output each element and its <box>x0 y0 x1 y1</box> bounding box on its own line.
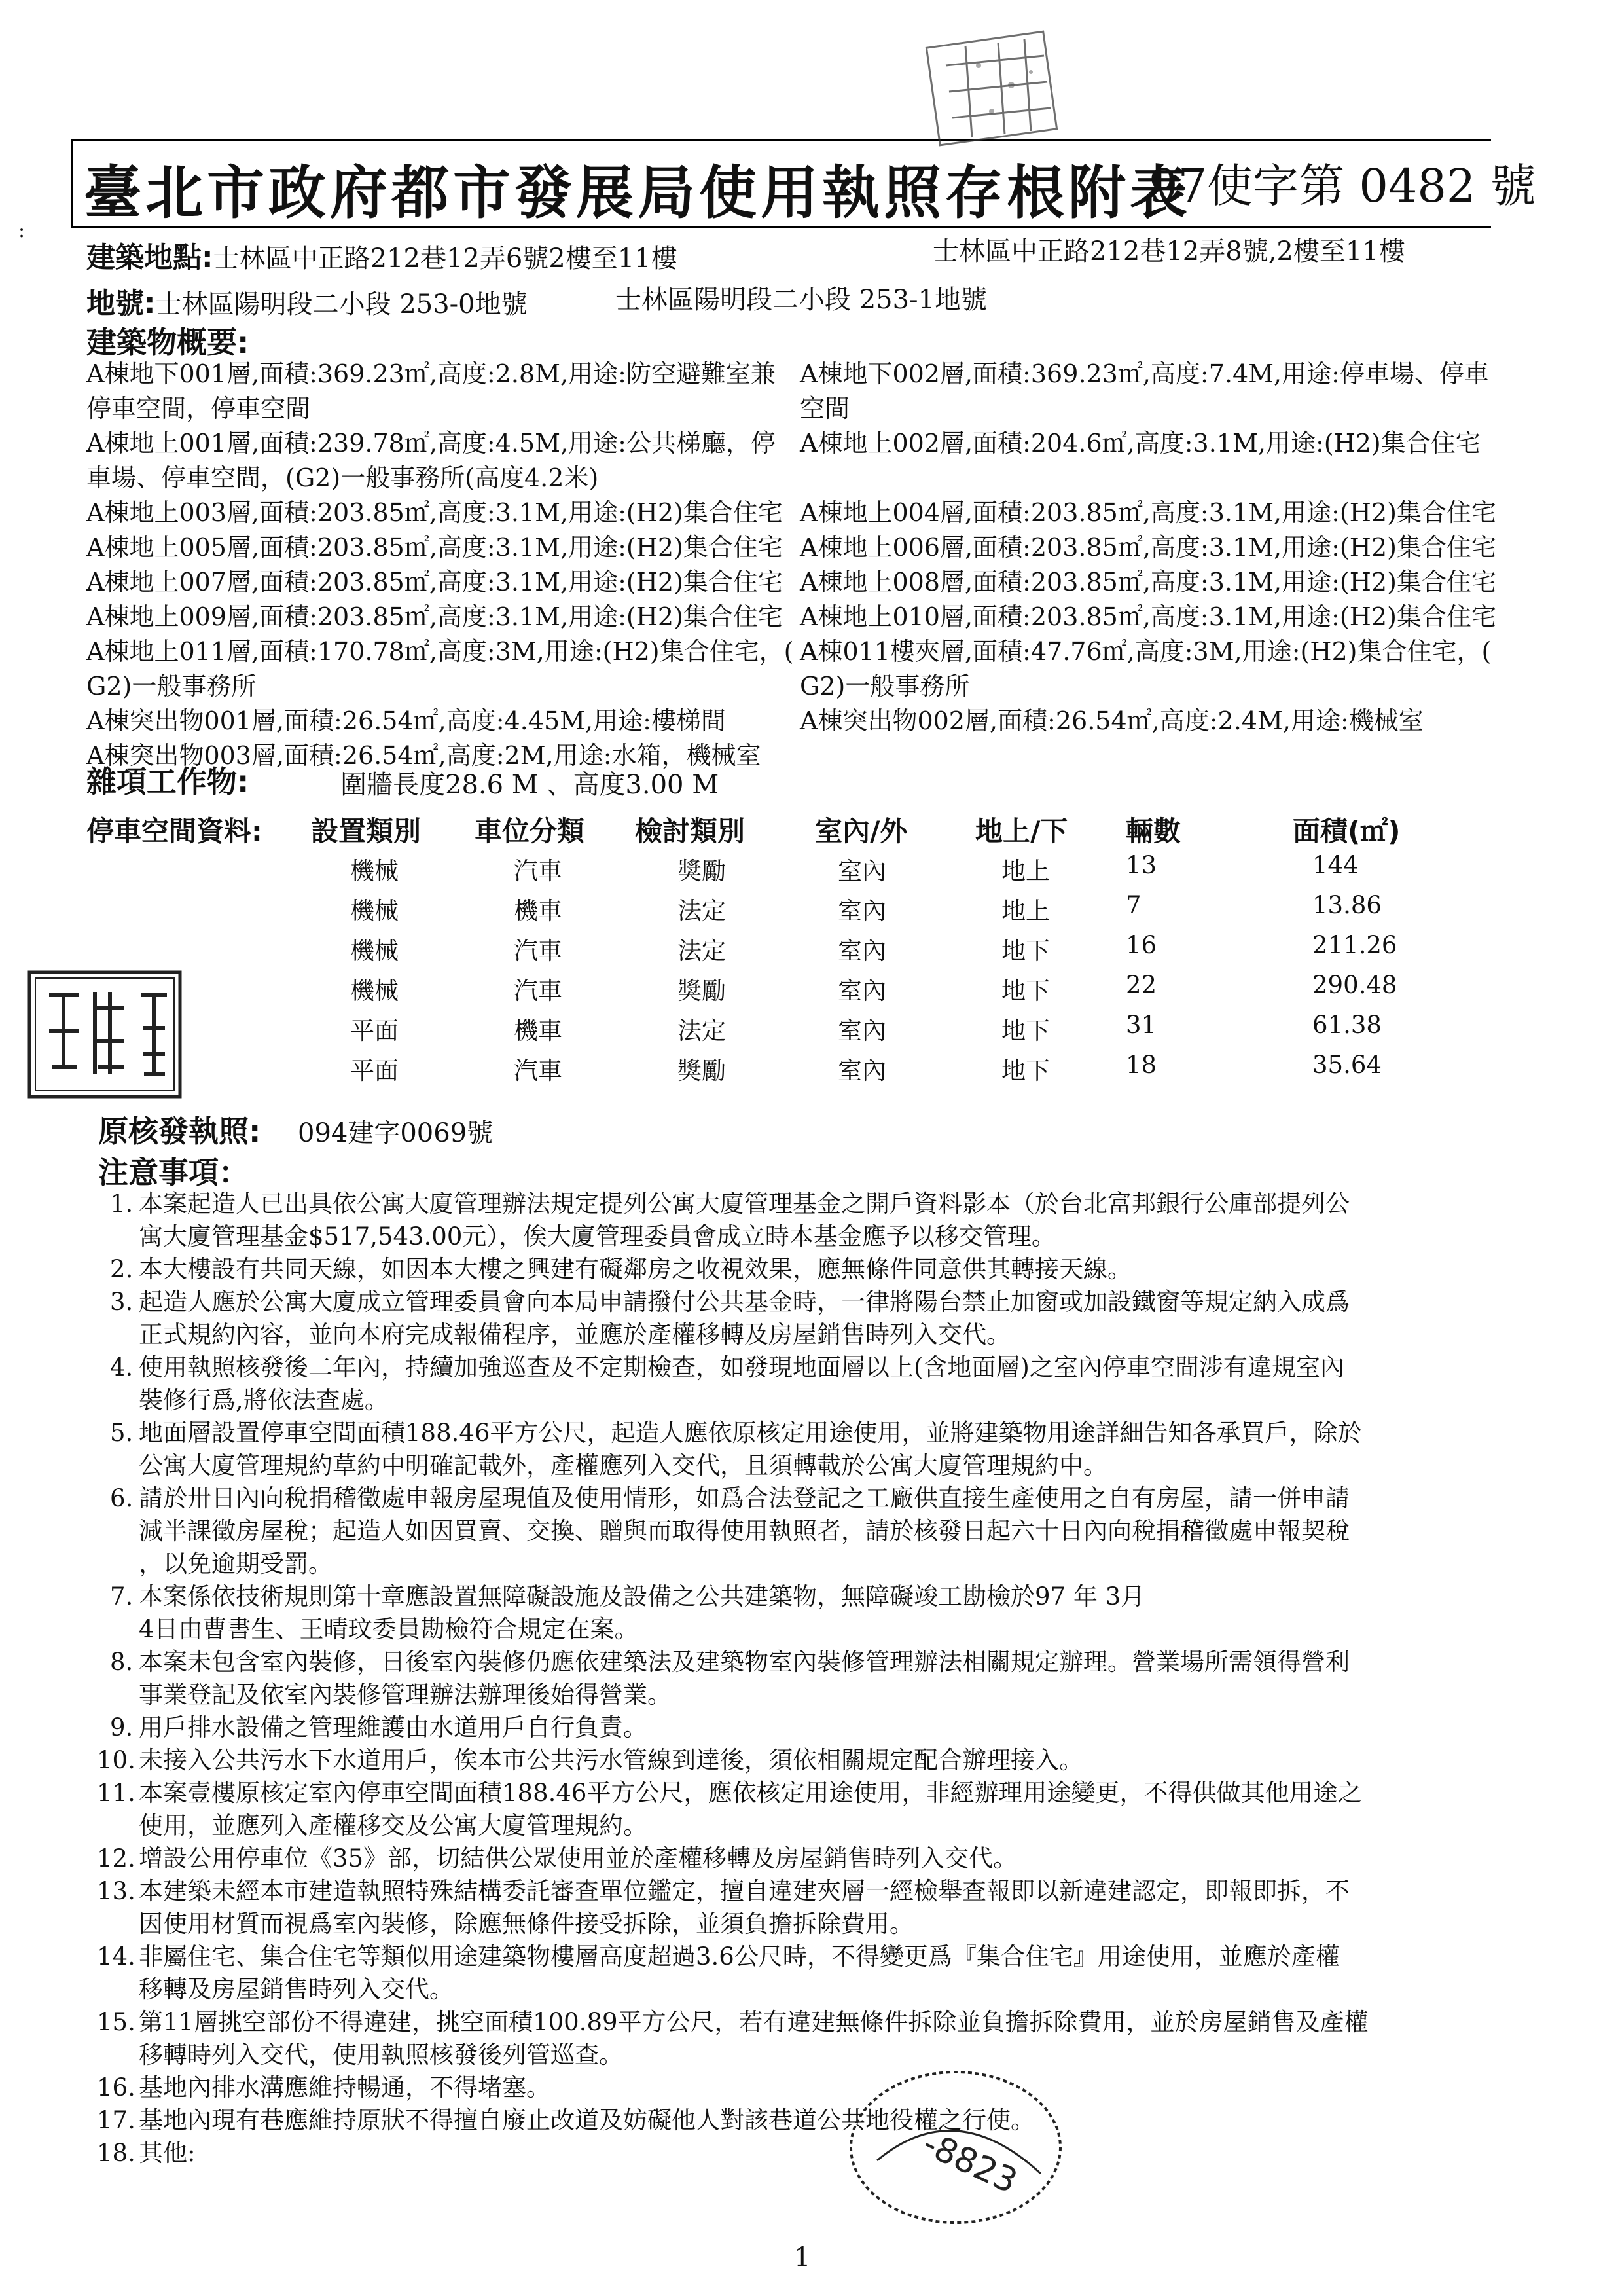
overview-line: A棟地上007層,面積:203.85㎡,高度:3.1M,用途:(H2)集合住宅 <box>86 568 783 596</box>
parking-cell: 法定 <box>677 1017 726 1045</box>
parking-cell: 室內 <box>838 977 886 1005</box>
overview-line: A棟地下002層,面積:369.23㎡,高度:7.4M,用途:停車場、停車 <box>800 359 1489 388</box>
overview-label: 建築物概要: <box>86 325 249 360</box>
parking-column-header: 車位分類 <box>475 815 585 847</box>
note-line: 基地內排水溝應維持暢通，不得堵塞。 <box>139 2073 550 2102</box>
parking-column-header: 面積(㎡) <box>1293 815 1401 847</box>
note-number: 11. <box>97 1779 135 1807</box>
note-number: 9. <box>110 1713 134 1741</box>
overview-line: A棟地上006層,面積:203.85㎡,高度:3.1M,用途:(H2)集合住宅 <box>800 533 1496 562</box>
parking-cell: 法定 <box>677 897 726 925</box>
parking-column-header: 室內/外 <box>815 815 908 847</box>
note-line: 使用執照核發後二年內，持續加強巡查及不定期檢查，如發現地面層以上(含地面層)之室內停車空間涉有違規室內 <box>139 1353 1344 1381</box>
overview-line: A棟突出物003層,面積:26.54㎡,高度:2M,用途:水箱，機械室 <box>86 741 761 770</box>
parking-cell: 獎勵 <box>677 1057 726 1085</box>
parking-cell: 機械 <box>350 897 399 925</box>
parking-cell: 35.64 <box>1312 1051 1382 1079</box>
overview-right-column <box>800 357 1507 738</box>
note-number: 12. <box>97 1844 135 1872</box>
parking-cell: 7 <box>1126 891 1142 919</box>
overview-line: A棟突出物002層,面積:26.54㎡,高度:2.4M,用途:機械室 <box>800 706 1424 735</box>
parking-cell: 16 <box>1126 931 1157 959</box>
original-permit-label: 原核發執照: <box>98 1114 261 1149</box>
bottom-seal-text: -8823 <box>916 2124 1024 2202</box>
overview-line: A棟地上002層,面積:204.6㎡,高度:3.1M,用途:(H2)集合住宅 <box>800 429 1481 458</box>
original-permit-row <box>98 1114 261 1150</box>
parking-cell: 211.26 <box>1312 931 1397 959</box>
parking-cell: 獎勵 <box>677 857 726 885</box>
original-permit-value: 094建字0069號 <box>298 1118 494 1148</box>
note-line: 未接入公共污水下水道用戶，俟本市公共污水管線到達後，須依相關規定配合辦理接入。 <box>139 1746 1083 1774</box>
misc-works-row <box>86 765 249 801</box>
parking-cell: 汽車 <box>514 1057 562 1085</box>
note-number: 7. <box>110 1582 134 1611</box>
parking-cell: 61.38 <box>1312 1011 1382 1039</box>
note-line: 正式規約內容，並向本府完成報備程序，並應於產權移轉及房屋銷售時列入交代。 <box>139 1321 1011 1349</box>
note-number: 8. <box>110 1648 134 1676</box>
note-line: 裝修行爲,將依法查處。 <box>139 1386 389 1414</box>
parking-cell: 地下 <box>1001 1017 1050 1045</box>
site-row <box>86 241 677 276</box>
note-number: 6. <box>110 1484 134 1512</box>
overview-line: A棟地上009層,面積:203.85㎡,高度:3.1M,用途:(H2)集合住宅 <box>86 602 783 631</box>
note-number: 15. <box>97 2008 135 2036</box>
note-line: 本案係依技術規則第十章應設置無障礙設施及設備之公共建築物，無障礙竣工勘檢於97 年 3月 <box>139 1582 1145 1611</box>
lot-number-1: 士林區陽明段二小段 253-0地號 <box>155 289 528 319</box>
note-line: 本案未包含室內裝修，日後室內裝修仍應依建築法及建築物室內裝修管理辦法相關規定辦理。營業場所需領得營利 <box>139 1648 1350 1676</box>
overview-line: G2)一般事務所 <box>800 672 970 701</box>
bottom-round-stamp <box>844 2062 1067 2232</box>
parking-cell: 室內 <box>838 1057 886 1085</box>
overview-left-column <box>86 357 793 773</box>
site-address-1: 士林區中正路212巷12弄6號2樓至11樓 <box>213 244 677 274</box>
note-line: 增設公用停車位《35》部，切結供公眾使用並於產權移轉及房屋銷售時列入交代。 <box>139 1844 1018 1872</box>
note-number: 17. <box>97 2106 135 2134</box>
note-number: 2. <box>110 1255 134 1283</box>
misc-works-value: 圍牆長度28.6 M 、高度3.00 M <box>340 770 719 800</box>
note-line: 其他: <box>139 2139 196 2167</box>
note-number: 13. <box>97 1877 135 1905</box>
note-line: 本大樓設有共同天線，如因本大樓之興建有礙鄰房之收視效果，應無條件同意供其轉接天線。 <box>139 1255 1132 1283</box>
parking-cell: 地上 <box>1001 897 1050 925</box>
header-top-rule <box>71 139 1491 141</box>
overview-line: A棟突出物001層,面積:26.54㎡,高度:4.45M,用途:樓梯間 <box>86 706 726 735</box>
lot-row <box>86 287 528 321</box>
overview-line: A棟地上001層,面積:239.78㎡,高度:4.5M,用途:公共梯廳，停 <box>86 429 776 458</box>
parking-cell: 地上 <box>1001 857 1050 885</box>
overview-line: 停車空間，停車空間 <box>86 394 311 423</box>
lot-label: 地號: <box>86 287 156 320</box>
overview-line: A棟地上011層,面積:170.78㎡,高度:3M,用途:(H2)集合住宅，( <box>86 637 794 666</box>
overview-line: A棟011樓夾層,面積:47.76㎡,高度:3M,用途:(H2)集合住宅，( <box>800 637 1492 666</box>
left-seal-stamp <box>26 969 183 1100</box>
parking-cell: 機車 <box>514 1017 562 1045</box>
note-number: 14. <box>97 1942 135 1971</box>
parking-cell: 室內 <box>838 1017 886 1045</box>
note-line: 本案起造人已出具依公寓大廈管理辦法規定提列公寓大廈管理基金之開戶資料影本（於台北富邦銀行公庫部提列公 <box>139 1190 1350 1218</box>
note-line: 第11層挑空部份不得違建，挑空面積100.89平方公尺，若有違建無條件拆除並負擔拆除費用，並於房屋銷售及產權 <box>139 2008 1369 2036</box>
overview-line: 空間 <box>800 394 850 423</box>
parking-cell: 地下 <box>1001 1057 1050 1085</box>
note-number: 10. <box>97 1746 135 1774</box>
note-line: 用戶排水設備之管理維護由水道用戶自行負責。 <box>139 1713 647 1741</box>
parking-column-header: 設置類別 <box>311 815 422 847</box>
note-number: 18. <box>97 2139 135 2167</box>
parking-cell: 汽車 <box>514 857 562 885</box>
parking-cell: 機械 <box>350 977 399 1005</box>
parking-cell: 汽車 <box>514 937 562 965</box>
parking-cell: 汽車 <box>514 977 562 1005</box>
overview-line: A棟地上008層,面積:203.85㎡,高度:3.1M,用途:(H2)集合住宅 <box>800 568 1496 596</box>
overview-line: A棟地上005層,面積:203.85㎡,高度:3.1M,用途:(H2)集合住宅 <box>86 533 783 562</box>
site-label: 建築地點: <box>86 241 213 274</box>
note-number: 1. <box>110 1190 134 1218</box>
lot-number-2: 士林區陽明段二小段 253-1地號 <box>615 285 988 315</box>
note-line: 起造人應於公寓大廈成立管理委員會向本局申請撥付公共基金時，一律將陽台禁止加窗或加設鐵窗等規定納入成爲 <box>139 1288 1350 1316</box>
margin-mark: : <box>18 219 26 242</box>
parking-label: 停車空間資料: <box>86 815 262 847</box>
overview-line: A棟地上010層,面積:203.85㎡,高度:3.1M,用途:(H2)集合住宅 <box>800 602 1496 631</box>
note-line: 因使用材質而視爲室內裝修，除應無條件接受拆除，並須負擔拆除費用。 <box>139 1910 914 1938</box>
parking-cell: 地下 <box>1001 977 1050 1005</box>
note-line: 本建築未經本市建造執照特殊結構委託審查單位鑑定，擅自違建夾層一經檢舉查報即以新違建認定，即報即拆，不 <box>139 1877 1350 1905</box>
overview-line: A棟地上004層,面積:203.85㎡,高度:3.1M,用途:(H2)集合住宅 <box>800 498 1496 527</box>
note-line: 事業登記及依室內裝修管理辦法辦理後始得營業。 <box>139 1681 672 1709</box>
parking-cell: 室內 <box>838 857 886 885</box>
note-line: 移轉及房屋銷售時列入交代。 <box>139 1975 454 2003</box>
parking-cell: 18 <box>1126 1051 1157 1079</box>
note-line: 本案壹樓原核定室內停車空間面積188.46平方公尺，應依核定用途使用，非經辦理用途變更，不得供做其他用途之 <box>139 1779 1362 1807</box>
top-receipt-stamp <box>913 26 1083 157</box>
parking-cell: 室內 <box>838 937 886 965</box>
permit-number: 97使字第 0482 號 <box>1149 159 1536 213</box>
parking-cell: 地下 <box>1001 937 1050 965</box>
parking-cell: 機械 <box>350 857 399 885</box>
overview-line: A棟地下001層,面積:369.23㎡,高度:2.8M,用途:防空避難室兼 <box>86 359 776 388</box>
parking-cell: 290.48 <box>1312 971 1397 999</box>
parking-cell: 獎勵 <box>677 977 726 1005</box>
note-number: 3. <box>110 1288 134 1316</box>
parking-cell: 22 <box>1126 971 1157 999</box>
parking-cell: 13 <box>1126 851 1157 879</box>
notes-label: 注意事項： <box>98 1155 249 1190</box>
note-line: 寓大廈管理基金$517,543.00元），俟大廈管理委員會成立時本基金應予以移交管理。 <box>139 1222 1056 1250</box>
misc-works-label: 雜項工作物: <box>86 764 249 799</box>
site-address-2: 士林區中正路212巷12弄8號,2樓至11樓 <box>933 236 1405 266</box>
note-line: 4日由曹書生、王晴玟委員勘檢符合規定在案。 <box>139 1615 639 1643</box>
note-line: 非屬住宅、集合住宅等類似用途建築物樓層高度超過3.6公尺時，不得變更爲『集合住宅』用途使用，並應於產權 <box>139 1942 1340 1971</box>
overview-line <box>800 461 1507 496</box>
note-line: 移轉時列入交代，使用執照核發後列管巡查。 <box>139 2041 623 2069</box>
note-number: 4. <box>110 1353 134 1381</box>
overview-line: A棟地上003層,面積:203.85㎡,高度:3.1M,用途:(H2)集合住宅 <box>86 498 783 527</box>
page-number: 1 <box>794 2242 811 2272</box>
note-line: 地面層設置停車空間面積188.46平方公尺，起造人應依原核定用途使用，並將建築物用途詳細告知各承買戶，除於 <box>139 1419 1362 1447</box>
parking-cell: 機械 <box>350 937 399 965</box>
overview-line: 車場、停車空間，(G2)一般事務所(高度4.2米) <box>86 464 599 492</box>
parking-column-header: 輛數 <box>1126 815 1181 847</box>
note-line: 基地內現有巷應維持原狀不得擅自廢止改道及妨礙他人對該巷道公共地役權之行使。 <box>139 2106 1035 2134</box>
parking-column-header: 地上/下 <box>975 815 1068 847</box>
note-line: 公寓大廈管理規約草約中明確記載外，產權應列入交代，且須轉載於公寓大廈管理規約中。 <box>139 1451 1107 1480</box>
header-left-border <box>71 139 73 227</box>
note-number: 5. <box>110 1419 134 1447</box>
parking-cell: 平面 <box>350 1057 399 1085</box>
parking-cell: 平面 <box>350 1017 399 1045</box>
overview-line: G2)一般事務所 <box>86 672 257 701</box>
note-number: 16. <box>97 2073 135 2102</box>
parking-cell: 144 <box>1312 851 1359 879</box>
note-line: 減半課徵房屋稅；起造人如因買賣、交換、贈與而取得使用執照者，請於核發日起六十日內向稅捐稽徵處申報契稅 <box>139 1517 1350 1545</box>
note-line: ，以免逾期受罰。 <box>139 1550 333 1578</box>
note-line: 請於卅日內向稅捐稽徵處申報房屋現值及使用情形，如爲合法登記之工廠供直接生產使用之自有房屋，請一併申請 <box>139 1484 1350 1512</box>
parking-cell: 31 <box>1126 1011 1157 1039</box>
parking-cell: 室內 <box>838 897 886 925</box>
parking-cell: 13.86 <box>1312 891 1382 919</box>
parking-column-header: 檢討類別 <box>635 815 746 847</box>
document-title: 臺北市政府都市發展局使用執照存根附表 <box>84 158 1192 227</box>
note-line: 使用，並應列入產權移交及公寓大廈管理規約。 <box>139 1812 647 1840</box>
parking-cell: 機車 <box>514 897 562 925</box>
parking-cell: 法定 <box>677 937 726 965</box>
